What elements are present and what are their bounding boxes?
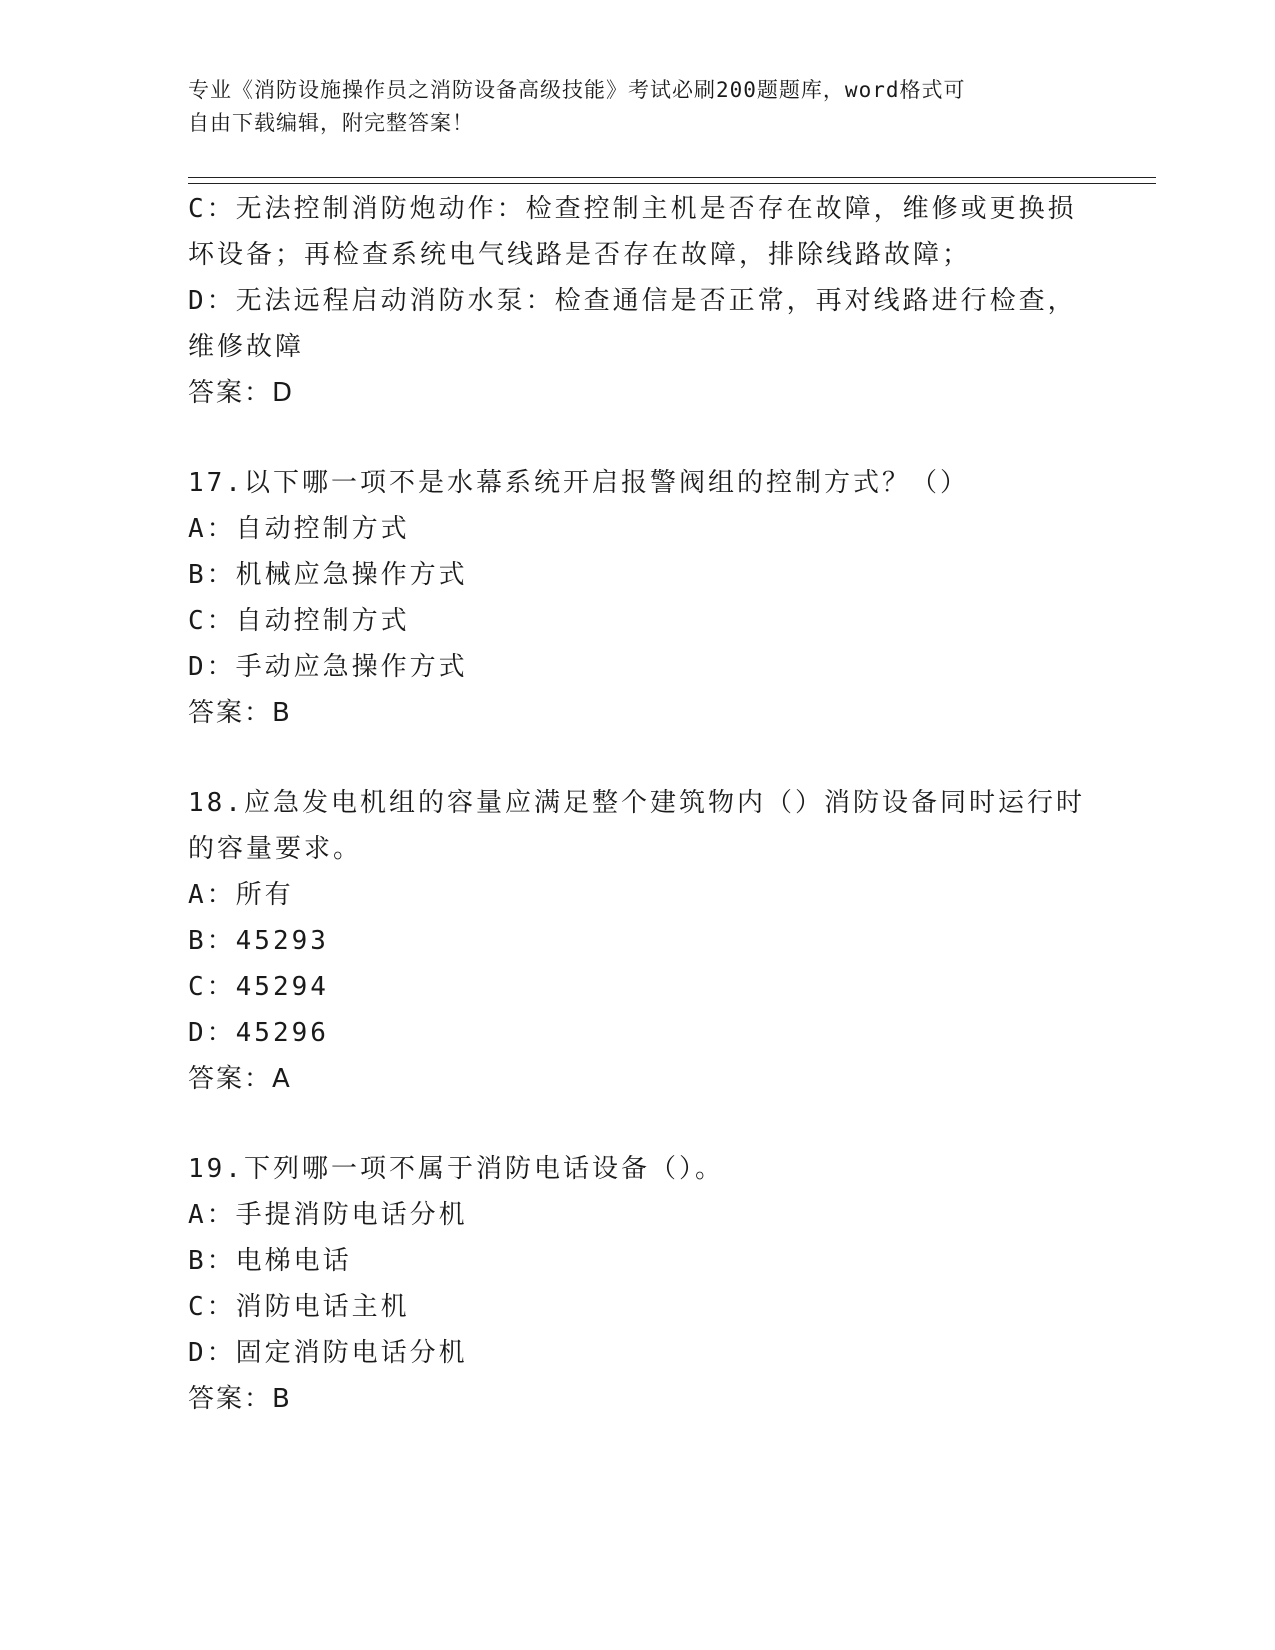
question-17-stem: 17.以下哪一项不是水幕系统开启报警阀组的控制方式？（） xyxy=(188,468,969,498)
option-c-line-1: C：无法控制消防炮动作：检查控制主机是否存在故障，维修或更换损 xyxy=(188,194,1077,224)
question-18-option-b: B：45293 xyxy=(188,926,329,956)
question-19 xyxy=(188,1146,1088,1422)
question-17 xyxy=(188,460,1088,736)
question-18-option-c: C：45294 xyxy=(188,972,329,1002)
answer-17: 答案：B xyxy=(188,698,292,728)
question-17-option-d: D：手动应急操作方式 xyxy=(188,652,468,682)
answer-18: 答案：A xyxy=(188,1064,292,1094)
header-rule-top xyxy=(188,177,1156,178)
answer-19: 答案：B xyxy=(188,1384,292,1414)
question-19-option-b: B：电梯电话 xyxy=(188,1246,352,1276)
question-19-option-a: A：手提消防电话分机 xyxy=(188,1200,468,1230)
document-header xyxy=(188,74,1088,140)
header-rule-bottom xyxy=(188,183,1156,184)
question-17-option-c: C：自动控制方式 xyxy=(188,606,410,636)
document-body xyxy=(188,186,1088,1422)
question-18-stem-line-2: 的容量要求。 xyxy=(188,834,363,864)
question-18-stem-line-1: 18.应急发电机组的容量应满足整个建筑物内（）消防设备同时运行时 xyxy=(188,788,1085,818)
question-18-option-d: D：45296 xyxy=(188,1018,329,1048)
question-18-option-a: A：所有 xyxy=(188,880,294,910)
answer-16: 答案：D xyxy=(188,378,295,408)
question-19-option-c: C：消防电话主机 xyxy=(188,1292,410,1322)
question-18 xyxy=(188,780,1088,1102)
option-d-line-2: 维修故障 xyxy=(188,332,305,362)
question-16-continuation xyxy=(188,186,1088,416)
question-17-option-b: B：机械应急操作方式 xyxy=(188,560,468,590)
option-d-line-1: D：无法远程启动消防水泵：检查通信是否正常，再对线路进行检查， xyxy=(188,286,1077,316)
option-c-line-2: 坏设备；再检查系统电气线路是否存在故障，排除线路故障； xyxy=(188,240,972,270)
header-line-1: 专业《消防设施操作员之消防设备高级技能》考试必刷200题题库，word格式可 xyxy=(188,78,966,102)
question-19-stem: 19.下列哪一项不属于消防电话设备（）。 xyxy=(188,1154,724,1184)
question-17-option-a: A：自动控制方式 xyxy=(188,514,410,544)
question-19-option-d: D：固定消防电话分机 xyxy=(188,1338,468,1368)
header-line-2: 自由下载编辑，附完整答案！ xyxy=(188,111,474,135)
